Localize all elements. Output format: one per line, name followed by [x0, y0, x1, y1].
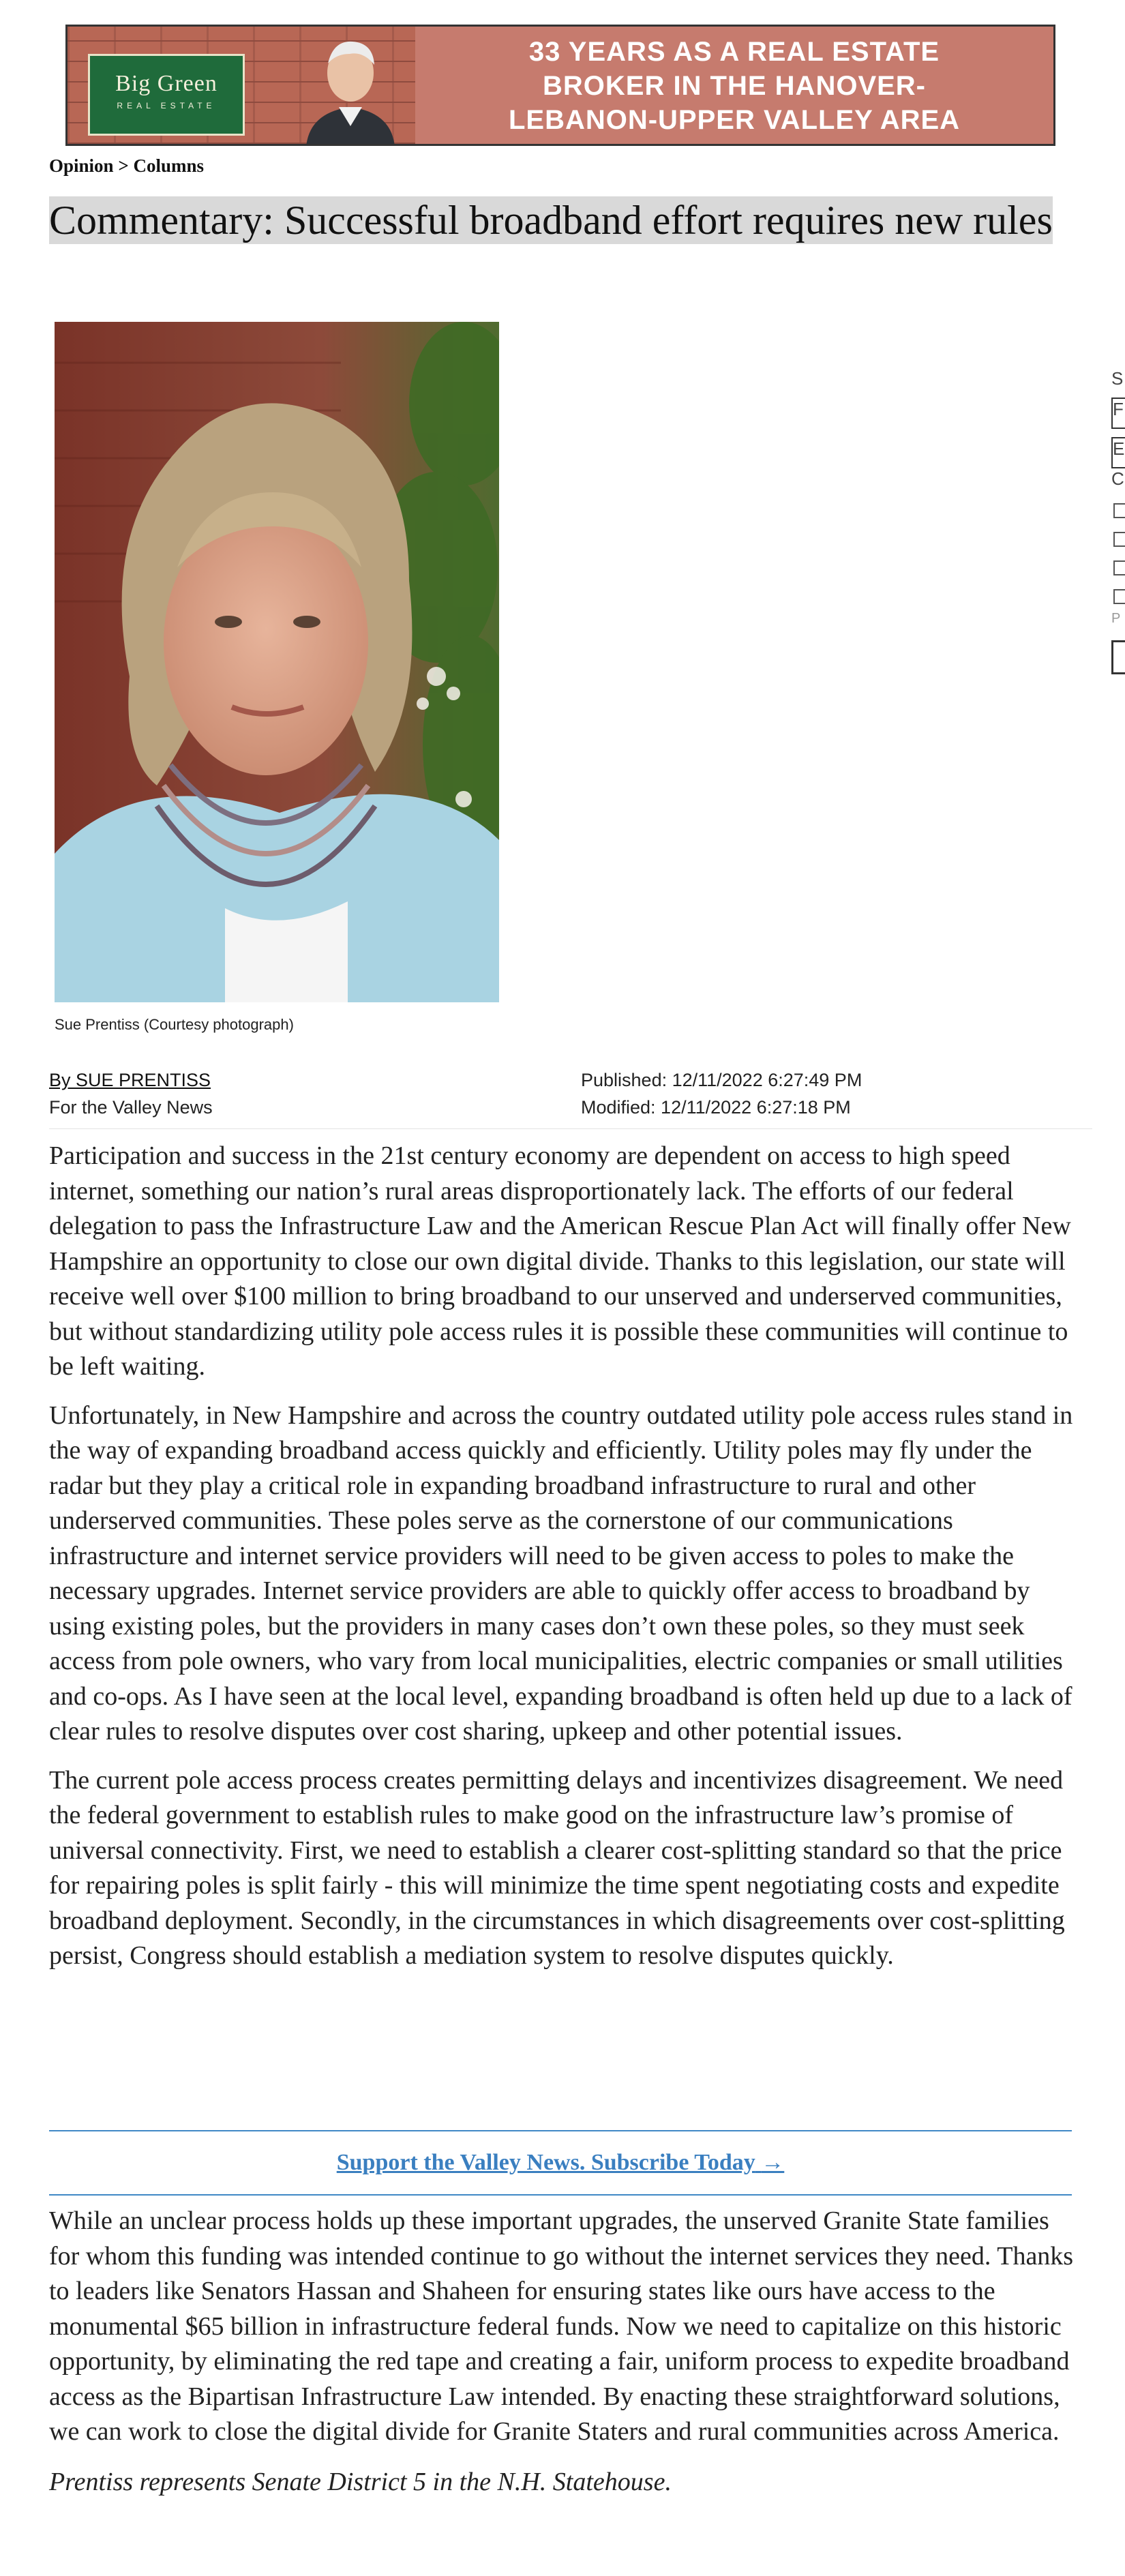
breadcrumb-columns[interactable]: Columns — [133, 155, 204, 176]
paragraph-1: Participation and success in the 21st century economy are dependent on access to high speed internet, something our nation’s rural areas disproportionately lack. The efforts of our federal delegation to pass the Infrastructure Law and the American Rescue Plan Act will finally offer New Hampshire an opportunity to close our own digital divide. Thanks to this legislation, our state will receive well over $100 million to bring broadband to our unserved and underserved communities, but without standardizing utility pole access rules it is possible these communities will continue to be left waiting. — [49, 1141, 1071, 1381]
banner-headline — [415, 27, 1053, 144]
sidebar-checkbox-4[interactable] — [1113, 589, 1125, 604]
photo-caption: Sue Prentiss (Courtesy photograph) — [55, 1016, 294, 1033]
author-tagline: Prentiss represents Senate District 5 in the N.H. Statehouse. — [49, 2467, 672, 2496]
sidebar-submit-button[interactable] — [1111, 640, 1125, 674]
breadcrumb — [49, 155, 204, 177]
page-title-text: Commentary: Successful broadband effort requires new rules — [49, 198, 1053, 243]
page-title — [49, 199, 1079, 242]
subscribe-link[interactable] — [337, 2150, 785, 2175]
subscribe-banner — [49, 2130, 1072, 2196]
big-green-logo — [88, 54, 245, 136]
paragraph-4: While an unclear process holds up these important upgrades, the unserved Granite State families for whom this funding was intended continue to go without the internet services they need. Thanks to leaders like Senators Hassan and Shaheen for ensuring states like ours have access to the monumental $65 billion in infrastructure federal funds. Now we need to capitalize on this historic opportunity, by eliminating the red tape and creating a fair, uniform process to expedite broadband access as the Bipartisan Infrastructure Law intended. By enacting these straightforward solutions, we can work to close the digital divide for Granite Staters and rural communities across America. — [49, 2206, 1074, 2446]
banner-line-1: 33 YEARS AS A REAL ESTATE — [528, 37, 940, 67]
sidebar-note: P — [1111, 611, 1121, 626]
banner-line-2: BROKER IN THE HANOVER- — [542, 71, 927, 101]
sidebar-checkbox-1[interactable] — [1113, 503, 1125, 518]
sidebar-label-2: C — [1111, 468, 1124, 489]
paragraph-3: The current pole access process creates permitting delays and incentivizes disagreement. We need the federal government to establish rules to make good on the infrastructure law’s promise of universal connectivity. First, we need to establish a clearer cost-splitting standard so that the price for repairing poles is split fairly - this will minimize the time spent negotiating costs and expedite broadband deployment. Secondly, in the circumstances in which disagreements over cost-splitting persist, Congress should establish a mediation system to resolve disputes quickly. — [49, 1765, 1065, 1970]
banner-brick-background — [68, 27, 415, 144]
subscribe-link-text: Support the Valley News. Subscribe Today — [336, 2150, 755, 2175]
sidebar-checkbox-3[interactable] — [1113, 560, 1125, 575]
banner-ad[interactable] — [65, 25, 1055, 146]
portrait-illustration — [55, 322, 499, 1002]
arrow-right-icon: → — [761, 2150, 785, 2175]
published-date: Published: 12/11/2022 6:27:49 PM — [581, 1070, 862, 1090]
banner-line-3: LEBANON-UPPER VALLEY AREA — [508, 105, 961, 135]
author-organization: For the Valley News — [49, 1097, 213, 1118]
byline — [49, 1066, 213, 1121]
article-photo[interactable] — [55, 322, 499, 1002]
logo-sub-text: REAL ESTATE — [117, 101, 216, 110]
sidebar-form — [1111, 368, 1125, 709]
paragraph-2: Unfortunately, in New Hampshire and across the country outdated utility pole access rules stand in the way of expanding broadband access quickly and efficiently. Utility poles may fly under the radar but they play a critical role in expanding broadband infrastructure to rural and other underserved communities. These poles serve as the cornerstone of our communications infrastructure and internet service providers will need to be given access to poles to make the necessary upgrades. Internet service providers are able to quickly offer access to broadband by using existing poles, but the providers in many cases don’t own these poles, so they must seek access from pole owners, who vary from local municipalities, electric companies or small utilities and co-ops. As I have seen at the local level, expanding broadband is often held up due to a lack of clear rules to resolve disputes over cost sharing, upkeep and other potential issues. — [49, 1401, 1073, 1746]
logo-main-text: Big Green — [115, 71, 217, 96]
sidebar-label: S — [1111, 368, 1124, 389]
article-dates — [581, 1066, 862, 1121]
article-title-container — [49, 199, 1079, 242]
breadcrumb-separator: > — [113, 155, 134, 176]
breadcrumb-opinion[interactable]: Opinion — [49, 155, 114, 176]
broker-portrait — [292, 31, 408, 146]
article-body — [49, 1139, 1079, 1988]
sidebar-checkbox-2[interactable] — [1113, 532, 1125, 547]
modified-date: Modified: 12/11/2022 6:27:18 PM — [581, 1097, 851, 1118]
byline-divider — [49, 1128, 1092, 1129]
author-link[interactable]: By SUE PRENTISS — [49, 1070, 211, 1090]
sidebar-input-1[interactable]: F — [1111, 398, 1125, 429]
article-body-continued — [49, 2204, 1079, 2515]
sidebar-input-2[interactable]: E — [1111, 437, 1125, 468]
